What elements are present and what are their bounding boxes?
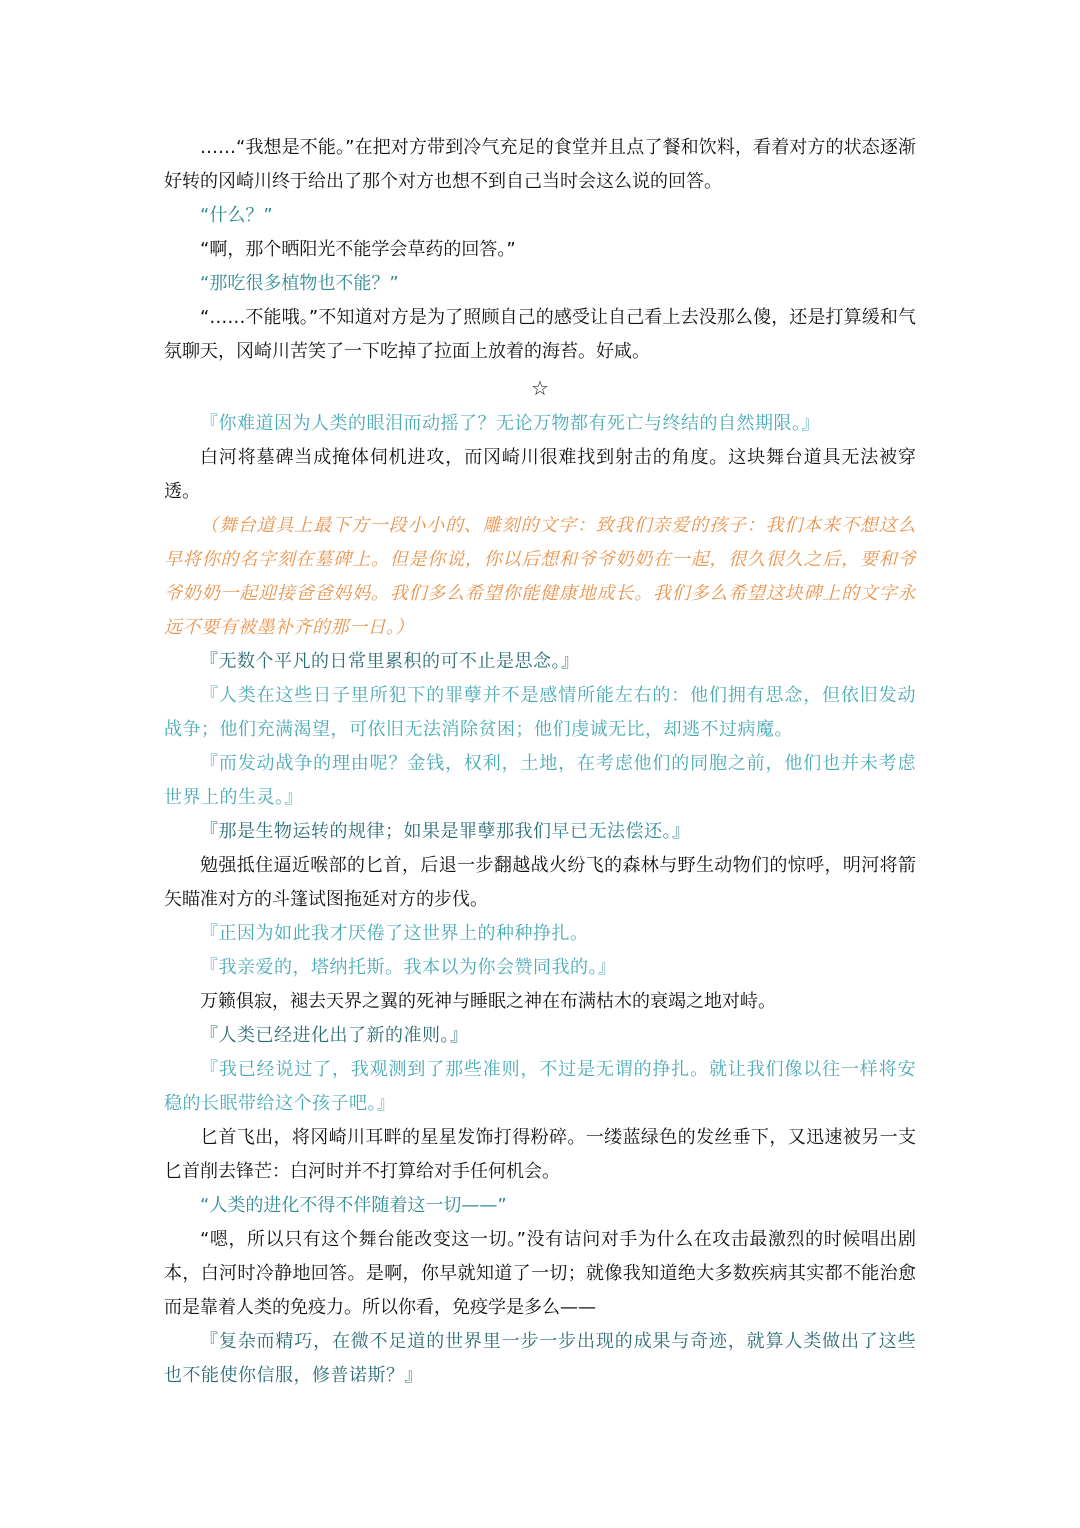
script-quote: 『无数个平凡的日常里累积的可不止是思念。』 — [200, 651, 580, 672]
script-quote: 『我亲爱的，塔纳托斯。我本以为你会赞同我的。』 — [200, 957, 617, 978]
narration-paragraph: 万籁俱寂，褪去天界之翼的死神与睡眠之神在布满枯木的衰竭之地对峙。 — [200, 991, 776, 1012]
narration-paragraph: 匕首飞出，将冈崎川耳畔的星星发饰打得粉碎。一缕蓝绿色的发丝垂下，又迅速被另一支匕首削去锋芒：白河时并不打算给对手任何机会。 — [164, 1127, 916, 1182]
script-quote: 『而发动战争的理由呢？金钱，权利，土地，在考虑他们的同胞之前，他们也并未考虑世界上的生灵。』 — [164, 753, 916, 808]
script-quote: 『我已经说过了，我观测到了那些准则，不过是无谓的挣扎。就让我们像以往一样将安稳的长眠带给这个孩子吧。』 — [164, 1059, 916, 1114]
script-quote-part: 『那是生物运转的规律；如果是罪孽那我们 — [200, 821, 552, 842]
dialogue-line: “那吃很多植物也不能？” — [200, 273, 399, 294]
script-quote: 『你难道因为人类的眼泪而动摇了？无论万物都有死亡与终结的自然期限。』 — [200, 413, 820, 434]
highlighted-phrase: 早已无法偿还。』 — [551, 821, 691, 842]
tombstone-inscription: （舞台道具上最下方一段小小的、雕刻的文字：致我们亲爱的孩子：我们本来不想这么早将你的名字刻在墓碑上。但是你说，你以后想和爷爷奶奶在一起，很久很久之后，要和爷爷奶奶一起迎接爸爸妈妈。我们多么希望你能健康地成长。我们多么希望这块碑上的文字永远不要有被墨补齐的那一日。） — [164, 515, 916, 638]
dialogue-line: “什么？” — [200, 205, 273, 226]
narration-paragraph: 白河将墓碑当成掩体伺机进攻，而冈崎川很难找到射击的角度。这块舞台道具无法被穿透。 — [164, 447, 916, 502]
narration-paragraph: ……“我想是不能。”在把对方带到冷气充足的食堂并且点了餐和饮料，看着对方的状态逐渐好转的冈崎川终于给出了那个对方也想不到自己当时会这么说的回答。 — [164, 137, 916, 192]
narration-paragraph: “……不能哦。”不知道对方是为了照顾自己的感受让自己看上去没那么傻，还是打算缓和气氛聊天，冈崎川苦笑了一下吃掉了拉面上放着的海苔。好咸。 — [164, 307, 916, 362]
narration-paragraph: 勉强抵住逼近喉部的匕首，后退一步翻越战火纷飞的森林与野生动物们的惊呼，明河将箭矢瞄准对方的斗篷试图拖延对方的步伐。 — [164, 855, 916, 910]
narration-paragraph: “嗯，所以只有这个舞台能改变这一切。”没有诘问对手为什么在攻击最激烈的时候唱出剧本，白河时冷静地回答。是啊，你早就知道了一切；就像我知道绝大多数疾病其实都不能治愈而是靠着人类的免疫力。所以你看，免疫学是多么—— — [164, 1229, 916, 1318]
script-quote: 『正因为如此我才厌倦了这世界上的种种挣扎。 — [200, 923, 589, 944]
dialogue-line: “啊，那个晒阳光不能学会草药的回答。” — [200, 239, 516, 260]
document-body — [164, 131, 916, 1393]
scene-break-star-icon: ☆ — [531, 376, 549, 400]
script-quote: 『人类在这些日子里所犯下的罪孽并不是感情所能左右的：他们拥有思念，但依旧发动战争；他们充满渴望，可依旧无法消除贫困；他们虔诚无比，却逃不过病魔。 — [164, 685, 916, 740]
script-quote: 『人类已经进化出了新的准则。』 — [200, 1025, 469, 1046]
script-quote: 『复杂而精巧，在微不足道的世界里一步一步出现的成果与奇迹，就算人类做出了这些也不能使你信服，修普诺斯？』 — [164, 1331, 916, 1386]
dialogue-line: “人类的进化不得不伴随着这一切——” — [200, 1195, 507, 1216]
script-quote — [164, 815, 916, 849]
